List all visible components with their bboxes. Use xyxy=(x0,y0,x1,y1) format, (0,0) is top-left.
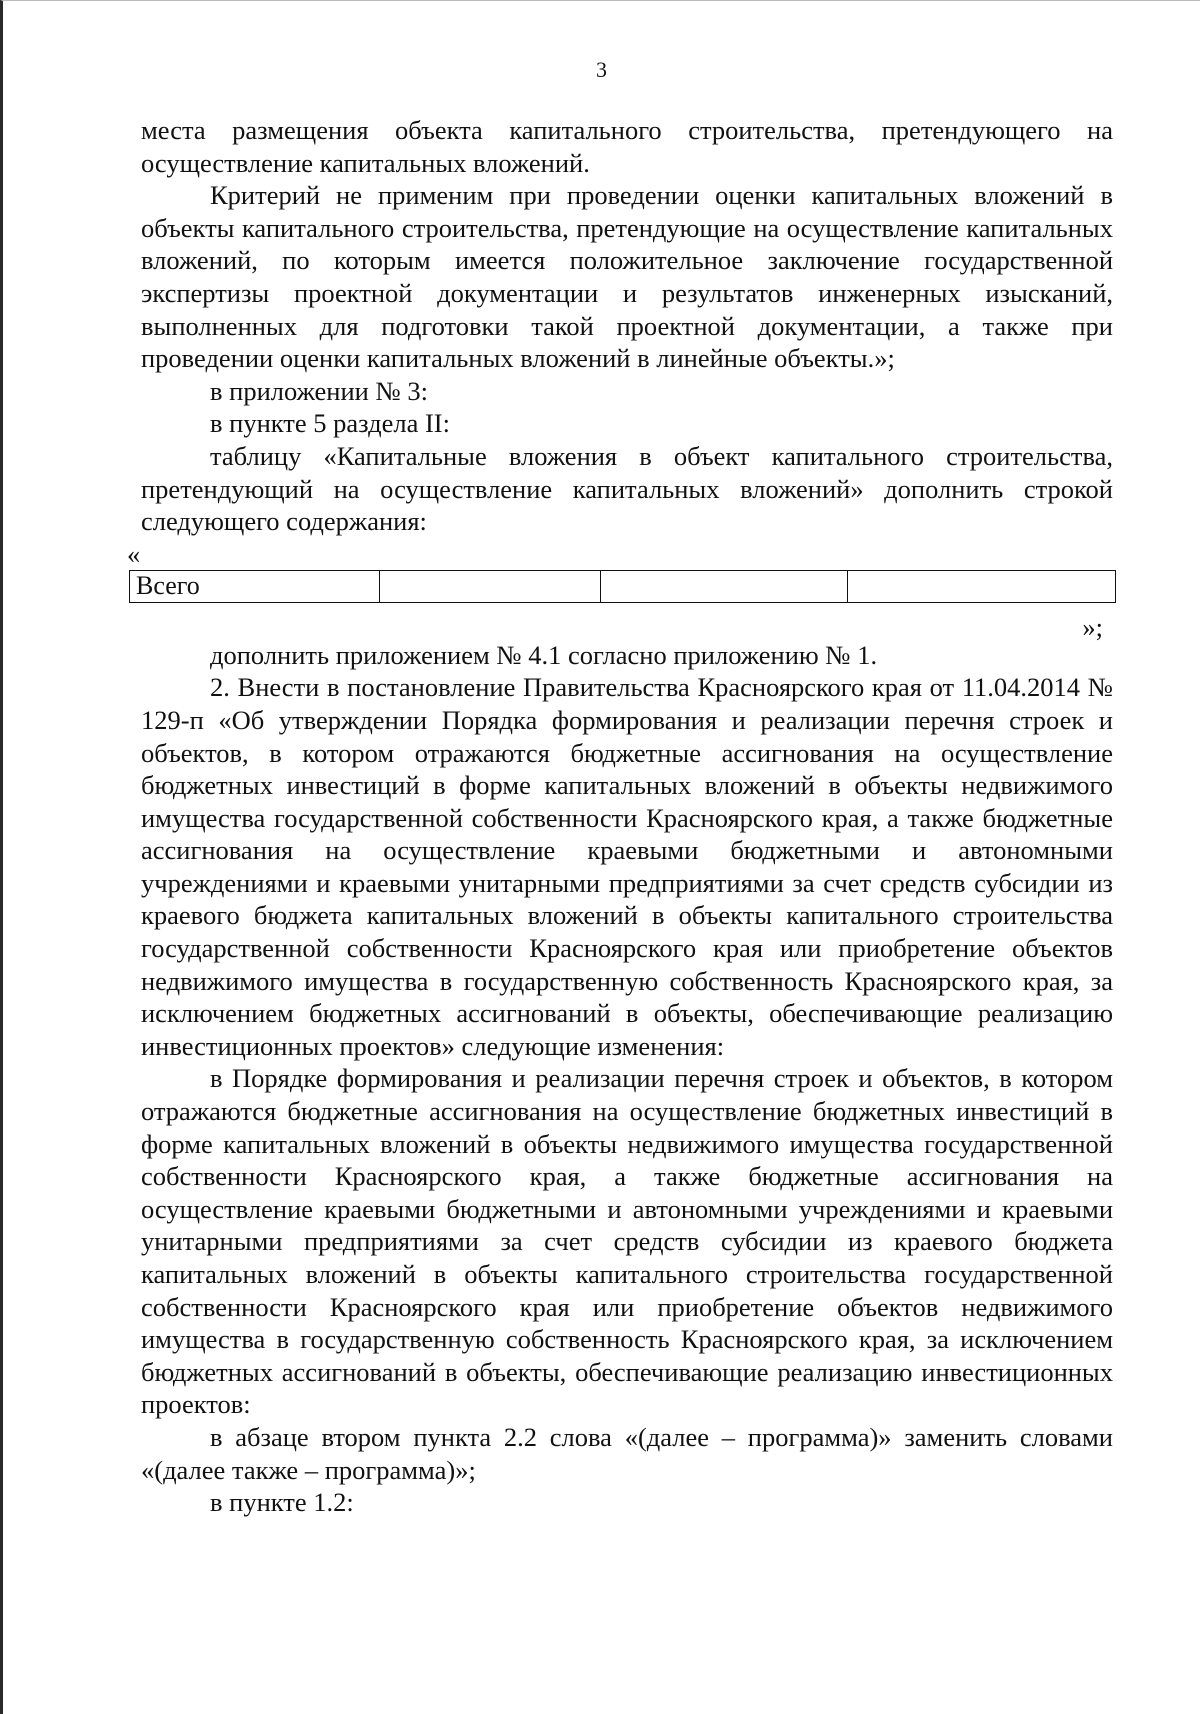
page-number: 3 xyxy=(596,57,607,82)
paragraph-appendix-3: в приложении № 3: xyxy=(210,375,428,406)
document-body xyxy=(127,114,1113,1519)
paragraph-table-instruction: таблицу «Капитальные вложения в объект капитального строительства, претендующий на осуществление капитальных вложений» дополнить строкой следующего содержания: xyxy=(141,440,1113,537)
paragraph-criterion: Критерий не применим при проведении оценки капитальных вложений в объекты капитального строительства, претендующие на осуществление капитальных вложений, по которым имеется положительное заключение государственной экспертизы проектной документации и результатов инженерных изысканий, выполненных для подготовки такой проектной документации, а также при проведении оценки капитальных вложений в линейные объекты.»; xyxy=(141,180,1113,374)
table-cell-total: Всего xyxy=(130,570,380,602)
paragraph-clause-2-2: в абзаце втором пункта 2.2 слова «(далее – программа)» заменить словами «(далее также – программа)»; xyxy=(141,1421,1113,1485)
paragraph-item-2: 2. Внести в постановление Правительства Красноярского края от 11.04.2014 № 129-п «Об утверждении Порядка формирования и реализации перечня строек и объектов, в котором отражаются бюджетные ассигнования на осуществление бюджетных инвестиций в форме капитальных вложений в объекты недвижимого имущества государственной собственности Красноярского края, а также бюджетные ассигнования на осуществление краевыми бюджетными и автономными учреждениями и краевыми унитарными предприятиями за счет средств субсидии из краевого бюджета капитальных вложений в объекты капитального строительства государственной собственности Красноярского края или приобретение объектов недвижимого имущества в государственную собственность Красноярского края, за исключением бюджетных ассигнований в объекты, обеспечивающие реализацию инвестиционных проектов» следующие изменения: xyxy=(141,672,1113,1061)
table-cell-empty-4 xyxy=(848,570,1116,602)
table-cell-empty-2 xyxy=(380,570,601,602)
table-open-quote: « xyxy=(127,538,141,569)
paragraph-clause-5: в пункте 5 раздела II: xyxy=(210,408,450,439)
paragraph-add-appendix: дополнить приложением № 4.1 согласно приложению № 1. xyxy=(210,639,878,670)
paragraph-clause-1-2: в пункте 1.2: xyxy=(210,1487,354,1518)
inserted-table-row xyxy=(129,570,1116,603)
table-cell-empty-3 xyxy=(601,570,848,602)
table-row xyxy=(130,570,1116,602)
paragraph-continuation: места размещения объекта капитального строительства, претендующего на осуществление капитальных вложений. xyxy=(141,115,1113,178)
table-close-quote: »; xyxy=(1082,611,1103,642)
paragraph-procedure: в Порядке формирования и реализации перечня строек и объектов, в котором отражаются бюджетные ассигнования на осуществление бюджетных инвестиций в форме капитальных вложений в объекты недвижимого имущества государственной собственности Красноярского края, а также бюджетные ассигнования на осуществление краевыми бюджетными и автономными учреждениями и краевыми унитарными предприятиями за счет средств субсидии из краевого бюджета капитальных вложений в объекты капитального строительства государственной собственности Красноярского края или приобретение объектов недвижимого имущества в государственную собственность Красноярского края, за исключением бюджетных ассигнований в объекты, обеспечивающие реализацию инвестиционных проектов: xyxy=(141,1063,1113,1420)
